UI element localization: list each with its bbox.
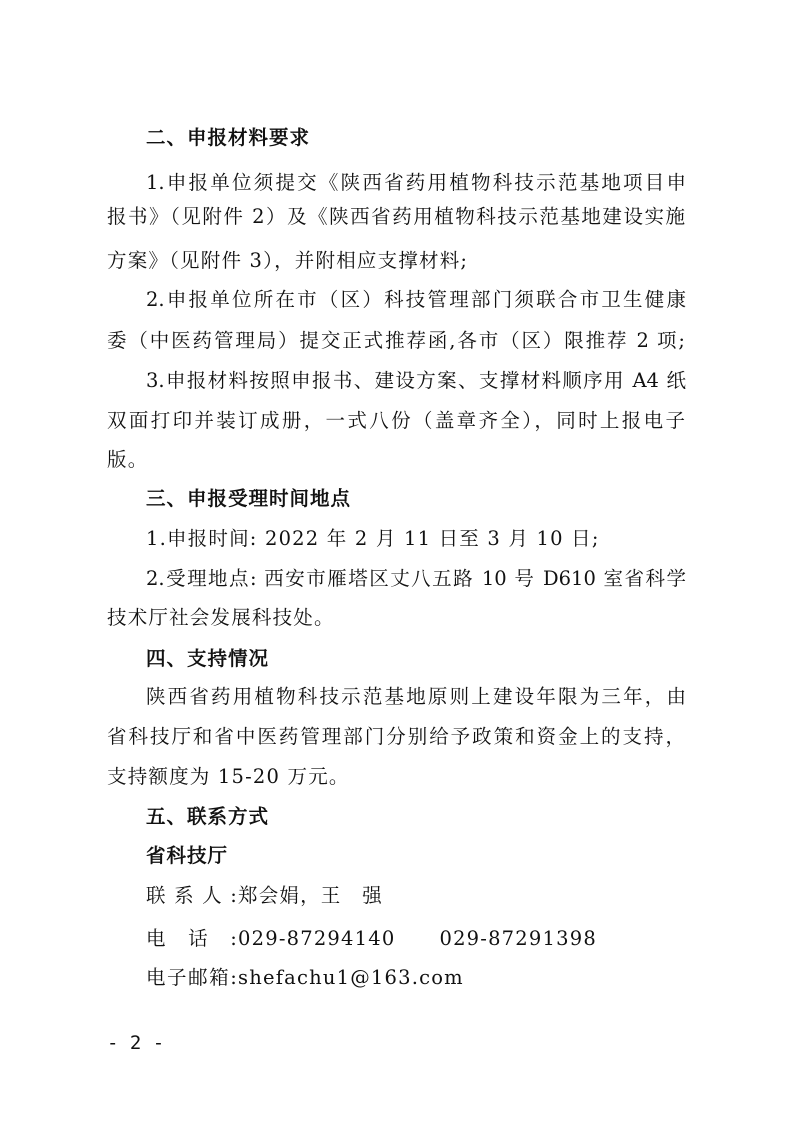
contact-phone-label: 电话: <box>146 927 238 950</box>
contact-person-row <box>146 886 383 906</box>
paragraph-2-3-line-2: 双面打印并装订成册，一式八份（盖章齐全），同时上报电子 <box>107 409 685 432</box>
contact-phone-row <box>146 929 597 949</box>
paragraph-2-1-line-2: 报书》（见附件 2）及《陕西省药用植物科技示范基地建设实施 <box>107 205 685 228</box>
paragraph-2-2-line-1: 2.申报单位所在市（区）科技管理部门须联合市卫生健康 <box>146 288 686 311</box>
paragraph-4-1-line-2: 省科技厅和省中医药管理部门分别给予政策和资金上的支持， <box>107 725 685 748</box>
paragraph-2-3-line-1: 3.申报材料按照申报书、建设方案、支撑材料顺序用 A4 纸 <box>146 369 686 392</box>
contact-email-value: shefachu1@163.com <box>238 966 464 989</box>
paragraph-4-1-line-1: 陕西省药用植物科技示范基地原则上建设年限为三年，由 <box>146 685 686 708</box>
contact-email-label: 电子邮箱: <box>146 966 238 989</box>
paragraph-2-2-line-2: 委（中医药管理局）提交正式推荐函,各市（区）限推荐 2 项; <box>107 329 685 352</box>
contact-person-label: 联系人: <box>146 884 238 907</box>
contact-phone-2: 029-87291398 <box>439 927 597 950</box>
paragraph-2-1-line-1: 1.申报单位须提交《陕西省药用植物科技示范基地项目申 <box>146 171 686 194</box>
section-2-title: 二、申报材料要求 <box>146 126 311 149</box>
page-number: - 2 - <box>107 1032 165 1054</box>
contact-organization: 省科技厅 <box>146 844 229 867</box>
contact-phone-1: 029-87294140 <box>238 927 396 950</box>
contact-email-row <box>146 968 464 988</box>
paragraph-4-1-line-3: 支持额度为 15-20 万元。 <box>107 765 350 788</box>
paragraph-2-1-line-3: 方案》（见附件 3），并附相应支撑材料; <box>107 249 469 272</box>
paragraph-3-1: 1.申报时间: 2022 年 2 月 11 日至 3 月 10 日; <box>146 527 600 550</box>
paragraph-2-3-line-3: 版。 <box>107 448 149 471</box>
section-4-title: 四、支持情况 <box>146 647 270 670</box>
paragraph-3-2-line-1: 2.受理地点: 西安市雁塔区丈八五路 10 号 D610 室省科学 <box>146 567 686 590</box>
section-5-title: 五、联系方式 <box>146 805 270 828</box>
paragraph-3-2-line-2: 技术厅社会发展科技处。 <box>107 606 335 629</box>
section-3-title: 三、申报受理时间地点 <box>146 487 352 510</box>
contact-person-value: 郑会娟，王 强 <box>238 884 383 907</box>
